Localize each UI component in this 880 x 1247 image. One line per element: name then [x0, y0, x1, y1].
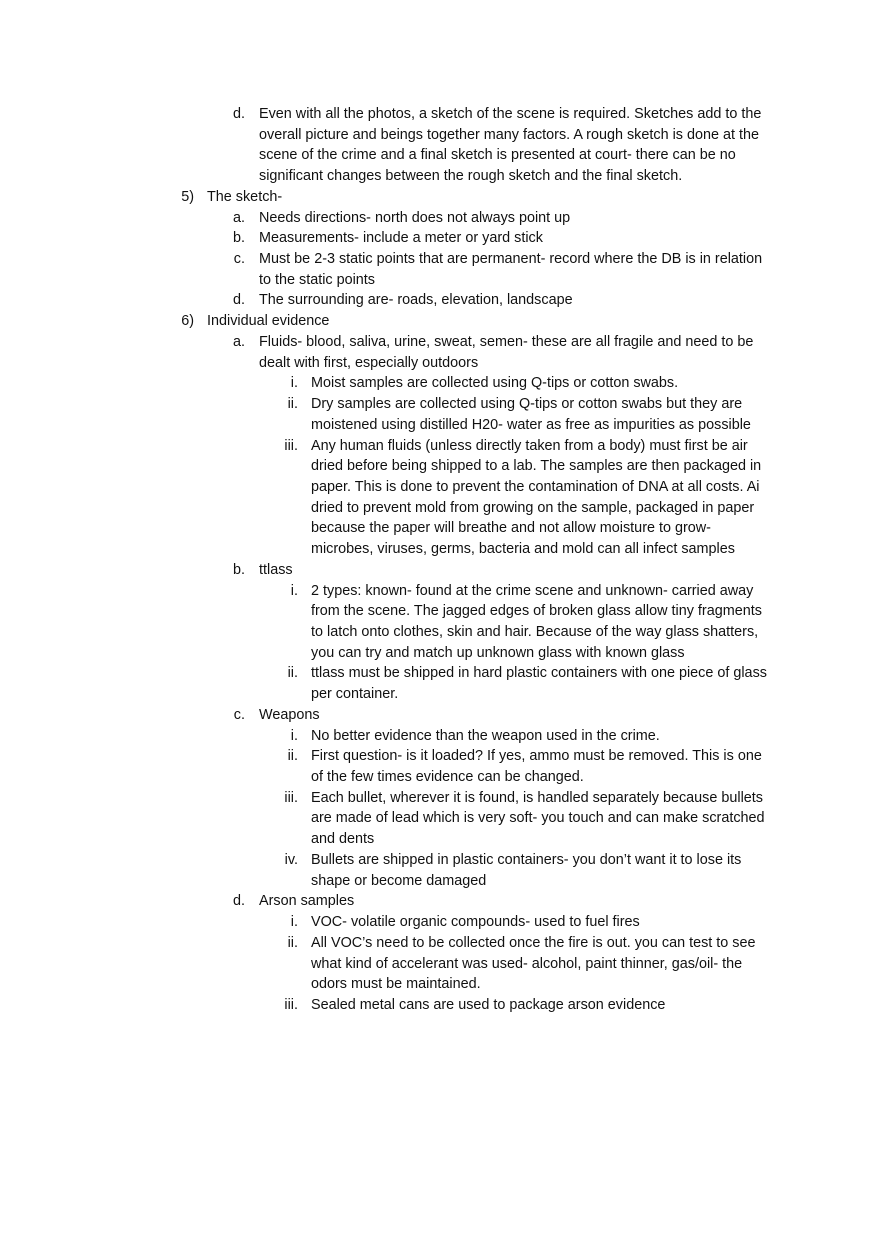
text-line: No better evidence than the weapon used in the crime.: [311, 727, 660, 744]
list-marker: iv.: [284, 851, 298, 868]
list-marker: b.: [232, 561, 245, 578]
text-line: VOC- volatile organic compounds- used to fuel fires: [311, 914, 640, 931]
list-marker: iii.: [284, 437, 298, 454]
text-line: per container.: [311, 686, 399, 703]
text-line: Weapons: [259, 706, 320, 723]
text-line: Must be 2-3 static points that are permanent- record where the DB is in relation: [259, 251, 763, 268]
text-line: Fluids- blood, saliva, urine, sweat, semen- these are all fragile and need to be: [259, 333, 754, 350]
text-line: dried before being shipped to a lab. The samples are then packaged in: [311, 458, 762, 475]
list-marker: i.: [290, 914, 298, 931]
text-line: Bullets are shipped in plastic containers- you don’t want it to lose its: [311, 851, 742, 868]
text-line: moistened using distilled H20- water as free as impurities as possible: [311, 416, 751, 433]
text-line: significant changes between the rough sketch and the final sketch.: [259, 168, 683, 185]
list-marker: i.: [290, 375, 298, 392]
list-marker: i.: [290, 727, 298, 744]
text-line: The sketch-: [207, 188, 283, 205]
list-marker: a.: [232, 333, 245, 350]
text-line: All VOC’s need to be collected once the fire is out. you can test to see: [311, 934, 756, 951]
text-line: Dry samples are collected using Q-tips or cotton swabs but they are: [311, 396, 743, 413]
text-line: microbes, viruses, germs, bacteria and mold can all infect samples: [311, 541, 735, 558]
text-line: ttlass must be shipped in hard plastic containers with one piece of glass: [311, 665, 767, 682]
text-line: scene of the crime and a final sketch is presented at court- there can be no: [259, 147, 736, 164]
list-marker: 5): [181, 188, 194, 205]
text-line: Any human fluids (unless directly taken from a body) must first be air: [311, 437, 748, 454]
text-line: because the paper will breathe and not allow moisture to grow-: [311, 520, 711, 537]
list-marker: ii.: [287, 748, 298, 765]
text-line: odors must be maintained.: [311, 976, 481, 993]
text-line: to latch onto clothes, skin and hair. Because of the way glass shatters,: [311, 624, 759, 640]
text-line: to the static points: [259, 271, 375, 288]
text-line: Even with all the photos, a sketch of the scene is required. Sketches add to the: [259, 106, 762, 122]
text-line: and dents: [311, 831, 375, 848]
list-marker: ii.: [287, 934, 298, 951]
text-line: Each bullet, wherever it is found, is handled separately because bullets: [311, 789, 763, 806]
text-line: The surrounding are- roads, elevation, landscape: [259, 292, 573, 309]
list-marker: a.: [232, 209, 245, 226]
list-marker: 6): [181, 313, 194, 330]
text-line: Arson samples: [259, 893, 355, 910]
text-line: Needs directions- north does not always point up: [259, 209, 571, 226]
text-line: paper. This is done to prevent the contamination of DNA at all costs. Ai: [311, 478, 760, 495]
text-line: overall picture and beings together many factors. A rough sketch is done at the: [259, 126, 759, 143]
list-marker: iii.: [284, 789, 298, 806]
list-marker: d.: [232, 893, 245, 910]
text-line: Sealed metal cans are used to package arson evidence: [311, 996, 666, 1013]
text-line: you can try and match up unknown glass with known glass: [311, 644, 685, 661]
list-marker: ii.: [287, 396, 298, 413]
text-line: what kind of accelerant was used- alcohol, paint thinner, gas/oil- the: [311, 955, 743, 972]
text-line: of the few times evidence can be changed.: [311, 769, 584, 786]
text-line: First question- is it loaded? If yes, ammo must be removed. This is one: [311, 748, 762, 765]
text-line: dried to prevent mold from growing on the sample, packaged in paper: [311, 499, 755, 516]
list-marker: ii.: [287, 665, 298, 682]
list-marker: d.: [232, 106, 245, 122]
text-line: Individual evidence: [207, 313, 330, 330]
list-marker: iii.: [284, 996, 298, 1013]
text-line: ttlass: [259, 561, 293, 578]
list-marker: i.: [290, 582, 298, 599]
text-line: Moist samples are collected using Q-tips or cotton swabs.: [311, 375, 679, 392]
text-line: from the scene. The jagged edges of broken glass allow tiny fragments: [311, 603, 762, 620]
list-marker: c.: [233, 251, 245, 268]
list-marker: d.: [232, 292, 245, 309]
text-line: shape or become damaged: [311, 872, 487, 889]
text-line: dealt with first, especially outdoors: [259, 354, 479, 371]
list-marker: b.: [232, 230, 245, 247]
text-line: Measurements- include a meter or yard stick: [259, 230, 543, 247]
list-marker: c.: [233, 706, 245, 723]
text-line: are made of lead which is very soft- you touch and can make scratched: [311, 810, 765, 827]
text-line: 2 types: known- found at the crime scene and unknown- carried away: [311, 582, 754, 599]
